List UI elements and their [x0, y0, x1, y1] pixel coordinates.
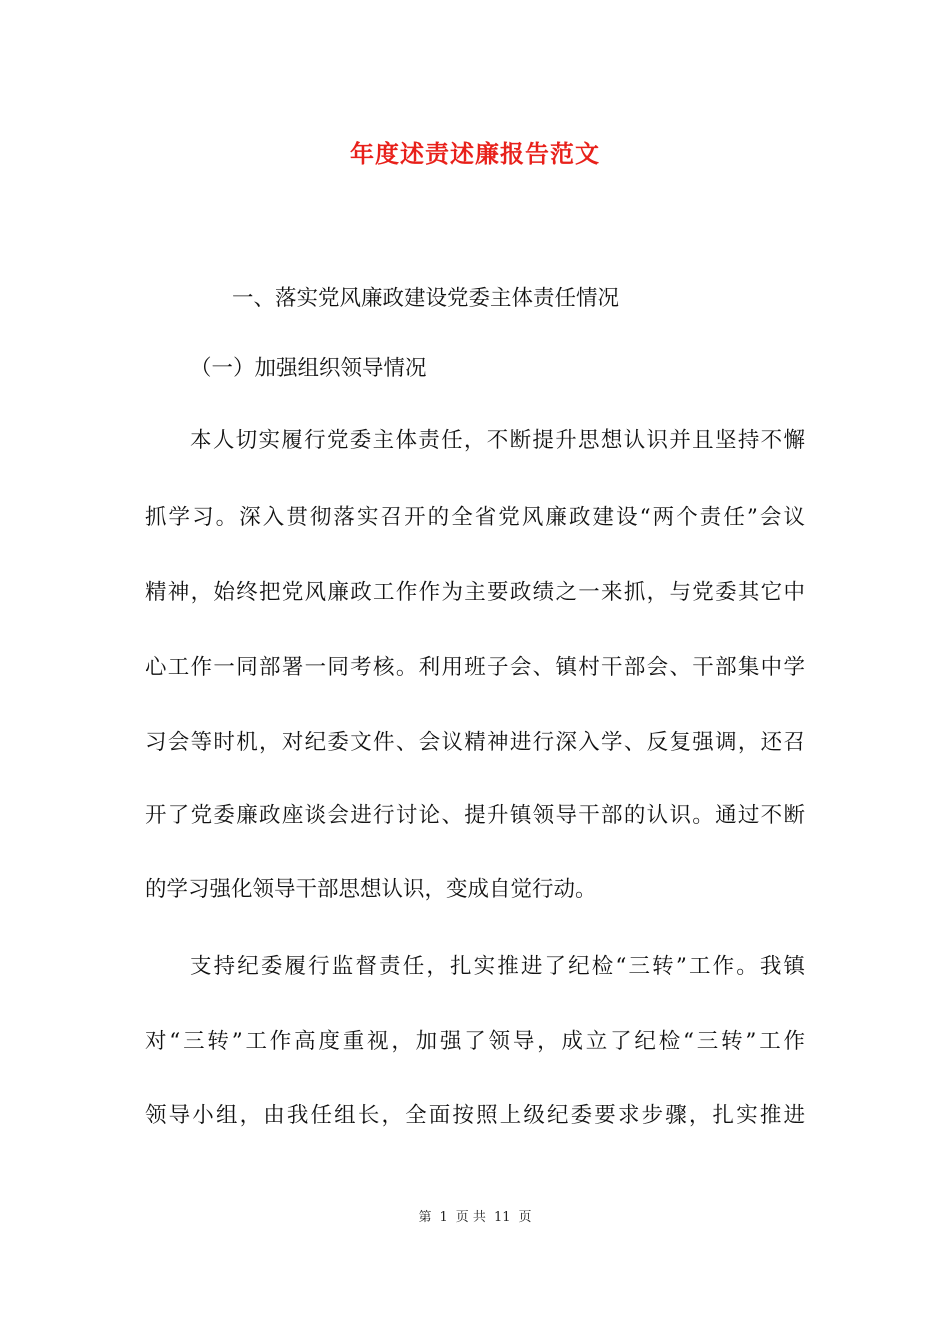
paragraph1-line: 习会等时机，对纪委文件、会议精神进行深入学、反复强调，还召 — [145, 730, 805, 755]
document-title: 年度述责述廉报告范文 — [350, 139, 600, 168]
paragraph2-line: 对“三转”工作高度重视，加强了领导，成立了纪检“三转”工作 — [145, 1029, 805, 1054]
section-heading: 一、落实党风廉政建设党委主体责任情况 — [232, 286, 620, 311]
footer-page-number: 1 — [439, 1210, 448, 1225]
footer-mid: 页 共 — [455, 1210, 486, 1225]
paragraph1-line: 精神，始终把党风廉政工作作为主要政绩之一来抓，与党委其它中 — [145, 580, 805, 605]
subsection-heading: （一）加强组织领导情况 — [190, 356, 427, 381]
paragraph1-line: 心工作一同部署一同考核。利用班子会、镇村干部会、干部集中学 — [145, 655, 805, 680]
paragraph1-line: 本人切实履行党委主体责任，不断提升思想认识并且坚持不懈 — [190, 428, 805, 453]
paragraph1-line: 的学习强化领导干部思想认识，变成自觉行动。 — [145, 877, 597, 902]
footer-suffix: 页 — [518, 1210, 532, 1225]
footer-prefix: 第 — [418, 1210, 432, 1225]
footer-page-total: 11 — [493, 1210, 511, 1225]
paragraph1-line: 开了党委廉政座谈会进行讨论、提升镇领导干部的认识。通过不断 — [145, 803, 805, 828]
paragraph1-line: 抓学习。深入贯彻落实召开的全省党风廉政建设“两个责任”会议 — [145, 505, 805, 530]
paragraph2-line: 支持纪委履行监督责任，扎实推进了纪检“三转”工作。我镇 — [190, 954, 805, 979]
paragraph2-line: 领导小组，由我任组长，全面按照上级纪委要求步骤，扎实推进 — [145, 1103, 805, 1128]
page-footer — [0, 1208, 950, 1228]
